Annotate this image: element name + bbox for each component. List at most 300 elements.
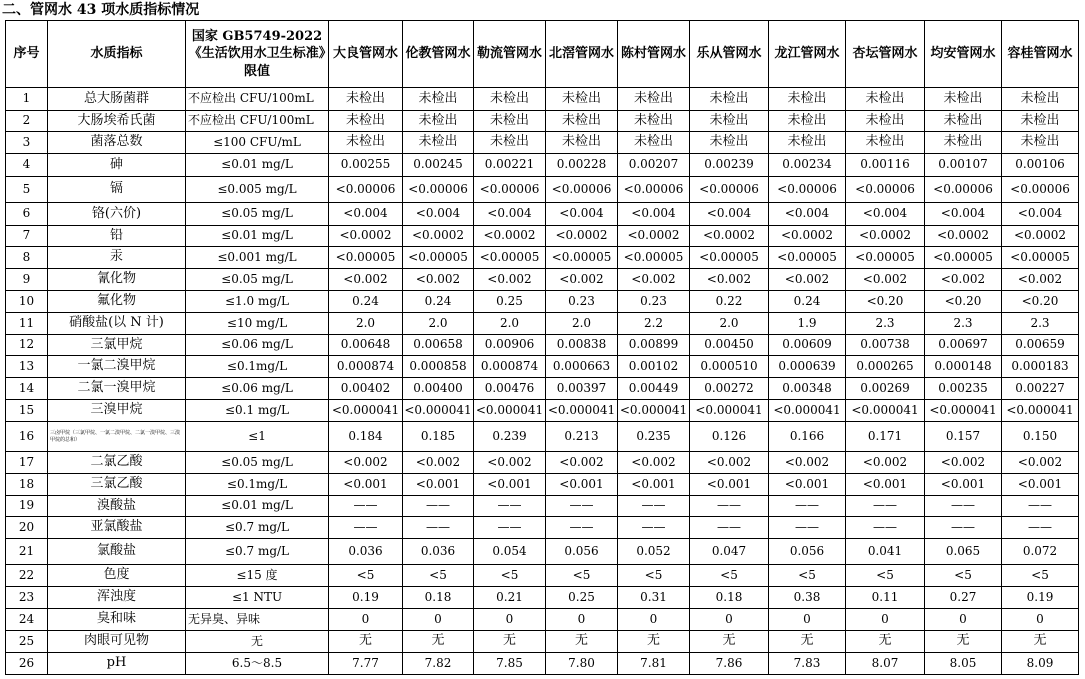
standard-limit: ≤0.1mg/L — [186, 474, 329, 496]
row-number: 17 — [6, 452, 48, 474]
site-value: 0.00838 — [546, 335, 618, 356]
site-value: <0.002 — [690, 269, 769, 291]
site-value: <0.002 — [846, 269, 925, 291]
indicator-name: 菌落总数 — [48, 132, 186, 154]
standard-limit: ≤1.0 mg/L — [186, 291, 329, 313]
row-number: 16 — [6, 422, 48, 452]
header-site: 均安管网水 — [925, 21, 1002, 88]
indicator-name: 亚氯酸盐 — [48, 517, 186, 539]
site-value: <0.00006 — [474, 177, 546, 203]
row-number: 15 — [6, 400, 48, 422]
site-value: 0.000265 — [846, 356, 925, 378]
table-row — [6, 88, 1079, 111]
site-value: <0.001 — [474, 474, 546, 496]
site-value: <0.00006 — [690, 177, 769, 203]
row-number: 19 — [6, 496, 48, 517]
site-value: <0.004 — [1002, 203, 1079, 226]
indicator-name: 氯酸盐 — [48, 539, 186, 565]
indicator-name: 三溴甲烷 — [48, 400, 186, 422]
site-value: 0.00738 — [846, 335, 925, 356]
site-value: —— — [1002, 496, 1079, 517]
site-value: <0.00005 — [618, 247, 690, 269]
site-value: 2.0 — [329, 313, 403, 335]
header-standard: 国家 GB5749-2022《生活饮用水卫生标准》限值 — [186, 21, 329, 88]
site-value: <0.0002 — [1002, 226, 1079, 247]
row-number: 10 — [6, 291, 48, 313]
site-value: 0 — [1002, 609, 1079, 631]
site-value: 未检出 — [329, 88, 403, 111]
site-value: <0.001 — [403, 474, 474, 496]
indicator-name: 二氯乙酸 — [48, 452, 186, 474]
site-value: <0.001 — [618, 474, 690, 496]
site-value: <0.00005 — [769, 247, 846, 269]
site-value: 0.21 — [474, 587, 546, 609]
standard-limit: ≤0.7 mg/L — [186, 539, 329, 565]
indicator-name: 肉眼可见物 — [48, 631, 186, 653]
site-value: 未检出 — [769, 132, 846, 154]
site-value: —— — [925, 517, 1002, 539]
site-value: <0.002 — [474, 452, 546, 474]
row-number: 24 — [6, 609, 48, 631]
site-value: <0.002 — [769, 269, 846, 291]
site-value: 0.00272 — [690, 378, 769, 400]
site-value: 未检出 — [690, 88, 769, 111]
site-value: 无 — [769, 631, 846, 653]
standard-limit: ≤0.05 mg/L — [186, 203, 329, 226]
site-value: <0.001 — [1002, 474, 1079, 496]
row-number: 3 — [6, 132, 48, 154]
site-value: 未检出 — [618, 88, 690, 111]
site-value: 0.126 — [690, 422, 769, 452]
site-value: 未检出 — [546, 88, 618, 111]
site-value: 0.000663 — [546, 356, 618, 378]
site-value: <0.0002 — [769, 226, 846, 247]
site-value: <0.002 — [546, 269, 618, 291]
standard-limit: ≤1 NTU — [186, 587, 329, 609]
site-value: 0.00227 — [1002, 378, 1079, 400]
standard-limit: ≤0.1 mg/L — [186, 400, 329, 422]
site-value: 2.0 — [474, 313, 546, 335]
site-value: 0.00450 — [690, 335, 769, 356]
site-value: <0.002 — [1002, 269, 1079, 291]
site-value: 0.171 — [846, 422, 925, 452]
header-indicator: 水质指标 — [48, 21, 186, 88]
site-value: 0.150 — [1002, 422, 1079, 452]
site-value: <0.002 — [546, 452, 618, 474]
site-value: <0.000041 — [846, 400, 925, 422]
row-number: 1 — [6, 88, 48, 111]
site-value: 0 — [618, 609, 690, 631]
site-value: 7.83 — [769, 653, 846, 675]
site-value: 0.38 — [769, 587, 846, 609]
table-row — [6, 154, 1079, 177]
table-row — [6, 335, 1079, 356]
site-value: 未检出 — [769, 88, 846, 111]
site-value: 0.00116 — [846, 154, 925, 177]
site-value: <0.00006 — [846, 177, 925, 203]
row-number: 23 — [6, 587, 48, 609]
site-value: 0.00239 — [690, 154, 769, 177]
row-number: 18 — [6, 474, 48, 496]
table-row — [6, 269, 1079, 291]
site-value: 0.052 — [618, 539, 690, 565]
site-value: <0.20 — [925, 291, 1002, 313]
row-number: 5 — [6, 177, 48, 203]
site-value: 0 — [846, 609, 925, 631]
site-value: —— — [474, 496, 546, 517]
table-header-row — [6, 21, 1079, 88]
indicator-name: 三卤甲烷（三氯甲烷、一氯二溴甲烷、二氯一溴甲烷、三溴甲烷的总和） — [48, 422, 186, 452]
site-value: 无 — [690, 631, 769, 653]
site-value: 未检出 — [690, 111, 769, 132]
site-value: <0.0002 — [846, 226, 925, 247]
site-value: —— — [329, 496, 403, 517]
site-value: <0.00006 — [546, 177, 618, 203]
site-value: 未检出 — [925, 111, 1002, 132]
indicator-name: 氟化物 — [48, 291, 186, 313]
site-value: <5 — [474, 565, 546, 587]
table-row — [6, 653, 1079, 675]
site-value: 0.213 — [546, 422, 618, 452]
site-value: —— — [846, 517, 925, 539]
site-value: <0.004 — [403, 203, 474, 226]
site-value: <0.000041 — [925, 400, 1002, 422]
site-value: <0.00006 — [403, 177, 474, 203]
site-value: 0.00476 — [474, 378, 546, 400]
site-value: <0.002 — [925, 269, 1002, 291]
site-value: 0.00245 — [403, 154, 474, 177]
row-number: 13 — [6, 356, 48, 378]
site-value: <0.002 — [618, 452, 690, 474]
site-value: <0.0002 — [474, 226, 546, 247]
site-value: —— — [546, 496, 618, 517]
site-value: 0.00207 — [618, 154, 690, 177]
site-value: 0.054 — [474, 539, 546, 565]
site-value: 未检出 — [1002, 88, 1079, 111]
indicator-name: 大肠埃希氏菌 — [48, 111, 186, 132]
site-value: 无 — [329, 631, 403, 653]
standard-limit: ≤0.01 mg/L — [186, 226, 329, 247]
site-value: 未检出 — [1002, 111, 1079, 132]
site-value: <0.00006 — [329, 177, 403, 203]
standard-limit: ≤0.1mg/L — [186, 356, 329, 378]
site-value: 0.22 — [690, 291, 769, 313]
site-value: —— — [1002, 517, 1079, 539]
table-body — [6, 88, 1079, 675]
site-value: 未检出 — [846, 132, 925, 154]
site-value: <0.00006 — [1002, 177, 1079, 203]
site-value: <0.000041 — [690, 400, 769, 422]
row-number: 12 — [6, 335, 48, 356]
site-value: <0.004 — [769, 203, 846, 226]
site-value: 0.056 — [546, 539, 618, 565]
table-row — [6, 587, 1079, 609]
site-value: 0.00402 — [329, 378, 403, 400]
site-value: 未检出 — [546, 111, 618, 132]
site-value: 7.82 — [403, 653, 474, 675]
row-number: 6 — [6, 203, 48, 226]
site-value: <0.002 — [329, 452, 403, 474]
site-value: <5 — [546, 565, 618, 587]
header-site: 大良管网水 — [329, 21, 403, 88]
site-value: 0.036 — [403, 539, 474, 565]
site-value: <0.0002 — [329, 226, 403, 247]
site-value: 8.05 — [925, 653, 1002, 675]
row-number: 7 — [6, 226, 48, 247]
site-value: —— — [546, 517, 618, 539]
indicator-name: 铬(六价) — [48, 203, 186, 226]
site-value: 0.235 — [618, 422, 690, 452]
indicator-name: 总大肠菌群 — [48, 88, 186, 111]
table-row — [6, 631, 1079, 653]
table-row — [6, 203, 1079, 226]
site-value: <0.00005 — [474, 247, 546, 269]
site-value: 0 — [329, 609, 403, 631]
standard-limit: ≤15 度 — [186, 565, 329, 587]
site-value: 0.00899 — [618, 335, 690, 356]
site-value: 7.86 — [690, 653, 769, 675]
site-value: 7.80 — [546, 653, 618, 675]
site-value: 无 — [403, 631, 474, 653]
indicator-name: pH — [48, 653, 186, 675]
site-value: 0.27 — [925, 587, 1002, 609]
site-value: 8.09 — [1002, 653, 1079, 675]
table-row — [6, 111, 1079, 132]
standard-limit: 不应检出 CFU/100mL — [186, 111, 329, 132]
site-value: 0.00235 — [925, 378, 1002, 400]
site-value: 0.00648 — [329, 335, 403, 356]
site-value: 0 — [474, 609, 546, 631]
site-value: 0.00906 — [474, 335, 546, 356]
site-value: <0.002 — [474, 269, 546, 291]
row-number: 14 — [6, 378, 48, 400]
standard-limit: ≤0.05 mg/L — [186, 452, 329, 474]
site-value: 0.00228 — [546, 154, 618, 177]
site-value: <0.00005 — [403, 247, 474, 269]
header-site: 陈村管网水 — [618, 21, 690, 88]
standard-limit: ≤10 mg/L — [186, 313, 329, 335]
site-value: <0.001 — [769, 474, 846, 496]
site-value: 2.3 — [925, 313, 1002, 335]
table-row — [6, 539, 1079, 565]
indicator-name: 镉 — [48, 177, 186, 203]
site-value: 0.19 — [329, 587, 403, 609]
site-value: 无 — [1002, 631, 1079, 653]
site-value: —— — [769, 496, 846, 517]
site-value: <0.002 — [618, 269, 690, 291]
site-value: 未检出 — [403, 111, 474, 132]
site-value: <5 — [769, 565, 846, 587]
site-value: 未检出 — [474, 111, 546, 132]
site-value: 0.00107 — [925, 154, 1002, 177]
site-value: <5 — [618, 565, 690, 587]
site-value: —— — [846, 496, 925, 517]
site-value: 0.000874 — [474, 356, 546, 378]
site-value: 2.2 — [618, 313, 690, 335]
site-value: <0.001 — [846, 474, 925, 496]
site-value: —— — [925, 496, 1002, 517]
header-site: 杏坛管网水 — [846, 21, 925, 88]
site-value: 0 — [546, 609, 618, 631]
row-number: 21 — [6, 539, 48, 565]
standard-limit: ≤0.01 mg/L — [186, 154, 329, 177]
site-value: <0.000041 — [618, 400, 690, 422]
table-row — [6, 226, 1079, 247]
site-value: <0.0002 — [403, 226, 474, 247]
indicator-name: 氰化物 — [48, 269, 186, 291]
standard-limit: 6.5～8.5 — [186, 653, 329, 675]
site-value: 0.11 — [846, 587, 925, 609]
row-number: 8 — [6, 247, 48, 269]
header-seq: 序号 — [6, 21, 48, 88]
indicator-name: 三氯甲烷 — [48, 335, 186, 356]
site-value: 0.000639 — [769, 356, 846, 378]
site-value: 0.31 — [618, 587, 690, 609]
indicator-name: 砷 — [48, 154, 186, 177]
site-value: 2.3 — [1002, 313, 1079, 335]
site-value: 2.0 — [546, 313, 618, 335]
site-value: 0.00397 — [546, 378, 618, 400]
site-value: 0.000510 — [690, 356, 769, 378]
site-value: <0.004 — [618, 203, 690, 226]
site-value: 无 — [474, 631, 546, 653]
site-value: —— — [618, 496, 690, 517]
site-value: —— — [403, 517, 474, 539]
standard-limit: ≤0.001 mg/L — [186, 247, 329, 269]
standard-limit: ≤0.01 mg/L — [186, 496, 329, 517]
site-value: 0 — [925, 609, 1002, 631]
site-value: 未检出 — [474, 132, 546, 154]
table-row — [6, 496, 1079, 517]
site-value: <5 — [925, 565, 1002, 587]
row-number: 2 — [6, 111, 48, 132]
site-value: <5 — [690, 565, 769, 587]
site-value: <0.002 — [846, 452, 925, 474]
site-value: <0.00005 — [690, 247, 769, 269]
indicator-name: 硝酸盐(以 N 计) — [48, 313, 186, 335]
standard-limit: ≤0.06 mg/L — [186, 378, 329, 400]
site-value: 0.19 — [1002, 587, 1079, 609]
site-value: <0.002 — [690, 452, 769, 474]
indicator-name: 溴酸盐 — [48, 496, 186, 517]
site-value: <0.002 — [403, 269, 474, 291]
row-number: 9 — [6, 269, 48, 291]
site-value: <0.00006 — [618, 177, 690, 203]
site-value: <0.002 — [1002, 452, 1079, 474]
site-value: 7.77 — [329, 653, 403, 675]
site-value: <0.002 — [925, 452, 1002, 474]
site-value: <0.00005 — [546, 247, 618, 269]
site-value: <0.000041 — [329, 400, 403, 422]
site-value: 0.00269 — [846, 378, 925, 400]
site-value: —— — [403, 496, 474, 517]
site-value: 未检出 — [769, 111, 846, 132]
site-value: 0.25 — [474, 291, 546, 313]
row-number: 4 — [6, 154, 48, 177]
site-value: 0 — [403, 609, 474, 631]
site-value: 0.184 — [329, 422, 403, 452]
site-value: 0 — [690, 609, 769, 631]
standard-limit: ≤0.05 mg/L — [186, 269, 329, 291]
standard-limit: ≤100 CFU/mL — [186, 132, 329, 154]
site-value: 无 — [925, 631, 1002, 653]
row-number: 20 — [6, 517, 48, 539]
site-value: <0.002 — [329, 269, 403, 291]
site-value: 0.24 — [329, 291, 403, 313]
site-value: <5 — [329, 565, 403, 587]
site-value: <0.00005 — [1002, 247, 1079, 269]
site-value: <0.000041 — [769, 400, 846, 422]
table-row — [6, 247, 1079, 269]
header-site: 龙江管网水 — [769, 21, 846, 88]
site-value: 0.00255 — [329, 154, 403, 177]
table-row — [6, 609, 1079, 631]
row-number: 22 — [6, 565, 48, 587]
site-value: <0.00005 — [846, 247, 925, 269]
table-row — [6, 517, 1079, 539]
site-value: <0.00006 — [925, 177, 1002, 203]
site-value: 0.25 — [546, 587, 618, 609]
site-value: <0.0002 — [690, 226, 769, 247]
site-value: <0.002 — [403, 452, 474, 474]
header-site: 伦教管网水 — [403, 21, 474, 88]
site-value: —— — [329, 517, 403, 539]
table-row — [6, 565, 1079, 587]
indicator-name: 三氯乙酸 — [48, 474, 186, 496]
row-number: 11 — [6, 313, 48, 335]
site-value: <0.0002 — [546, 226, 618, 247]
site-value: 未检出 — [846, 111, 925, 132]
site-value: <0.000041 — [403, 400, 474, 422]
table-row — [6, 452, 1079, 474]
site-value: 无 — [546, 631, 618, 653]
site-value: 0.072 — [1002, 539, 1079, 565]
site-value: 0.23 — [618, 291, 690, 313]
site-value: 0.00234 — [769, 154, 846, 177]
indicator-name: 二氯一溴甲烷 — [48, 378, 186, 400]
site-value: <0.004 — [474, 203, 546, 226]
indicator-name: 色度 — [48, 565, 186, 587]
site-value: 0.00449 — [618, 378, 690, 400]
table-row — [6, 291, 1079, 313]
header-site: 勒流管网水 — [474, 21, 546, 88]
site-value: —— — [690, 517, 769, 539]
site-value: 0.056 — [769, 539, 846, 565]
header-site: 北滘管网水 — [546, 21, 618, 88]
site-value: 0.00658 — [403, 335, 474, 356]
standard-limit: 无 — [186, 631, 329, 653]
indicator-name: 汞 — [48, 247, 186, 269]
site-value: —— — [690, 496, 769, 517]
site-value: <0.20 — [1002, 291, 1079, 313]
site-value: 0.000148 — [925, 356, 1002, 378]
site-value: <0.20 — [846, 291, 925, 313]
standard-limit: 不应检出 CFU/100mL — [186, 88, 329, 111]
site-value: 0.23 — [546, 291, 618, 313]
site-value: <0.001 — [329, 474, 403, 496]
site-value: 0.00106 — [1002, 154, 1079, 177]
indicator-name: 浑浊度 — [48, 587, 186, 609]
site-value: 0.157 — [925, 422, 1002, 452]
site-value: 0.18 — [690, 587, 769, 609]
site-value: 无 — [618, 631, 690, 653]
site-value: 0.00221 — [474, 154, 546, 177]
site-value: 7.85 — [474, 653, 546, 675]
site-value: <0.00005 — [329, 247, 403, 269]
site-value: 0.185 — [403, 422, 474, 452]
indicator-name: 铅 — [48, 226, 186, 247]
site-value: 未检出 — [690, 132, 769, 154]
